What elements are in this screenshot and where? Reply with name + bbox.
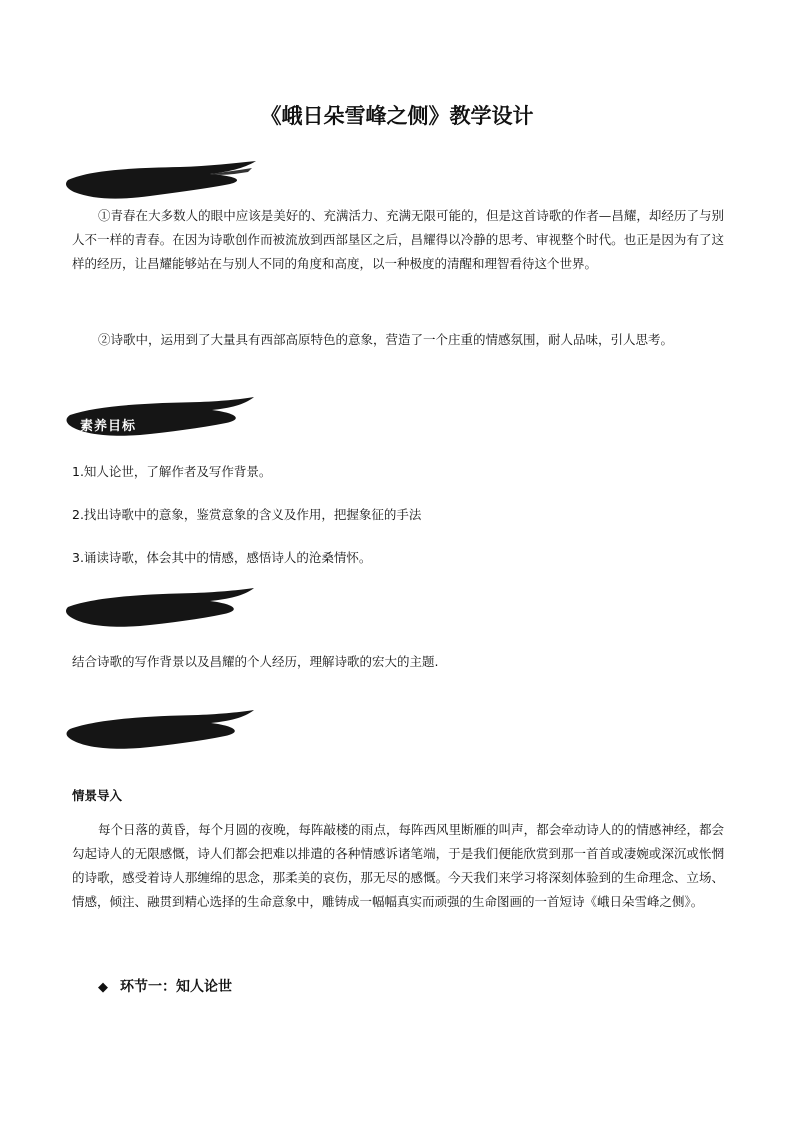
section-banner-process <box>60 708 260 756</box>
goal-item-3: 3.诵读诗歌，体会其中的情感，感悟诗人的沧桑情怀。 <box>72 550 372 565</box>
subheading-scene-intro: 情景导入 <box>72 788 123 803</box>
ink-brush-stroke <box>60 708 260 756</box>
ink-brush-stroke <box>60 158 260 206</box>
section-banner-intro <box>60 158 260 206</box>
diamond-bullet-icon: ◆ <box>98 980 108 995</box>
scene-intro-paragraph: 每个日落的黄昏，每个月圆的夜晚，每阵敲楼的雨点，每阵西风里断雁的叫声，都会牵动诗人的的情感神经，都会勾起诗人的无限感慨，诗人们都会把难以排遣的各种情感诉诸笔端，于是我们便能欣赏到那一首首或凄婉或深沉或怅惘的诗歌，感受着诗人那缠绵的思念，那柔美的哀伤，那无尽的感慨。今天我们来学习将深刻体验到的生命理念、立场、情感，倾注、融贯到精心选择的生命意象中，雕铸成一幅幅真实而顽强的生命图画的一首短诗《峨日朵雪峰之侧》。 <box>72 822 724 909</box>
goal-item-2: 2.找出诗歌中的意象，鉴赏意象的含义及作用，把握象征的手法 <box>72 507 422 522</box>
focus-text: 结合诗歌的写作背景以及昌耀的个人经历，理解诗歌的宏大的主题. <box>72 654 439 669</box>
step-heading <box>98 976 232 996</box>
section-banner-focus <box>60 585 260 633</box>
intro-paragraph-1: ①青春在大多数人的眼中应该是美好的、充满活力、充满无限可能的，但是这首诗歌的作者—昌耀，却经历了与别人不一样的青春。在因为诗歌创作而被流放到西部垦区之后，昌耀得以冷静的思考、审视整个时代。也正是因为有了这样的经历，让昌耀能够站在与别人不同的角度和高度，以一种极度的清醒和理智看待这个世界。 <box>72 208 724 271</box>
goal-item-1: 1.知人论世，了解作者及写作背景。 <box>72 464 272 479</box>
document-title: 《峨日朵雪峰之侧》教学设计 <box>260 103 534 128</box>
intro-paragraph-2: ②诗歌中，运用到了大量具有西部高原特色的意象，营造了一个庄重的情感氛围，耐人品味，引人思考。 <box>98 332 674 347</box>
section-label-goals: 素养目标 <box>80 419 137 434</box>
ink-brush-stroke <box>60 585 260 633</box>
step-label: 环节一：知人论世 <box>120 979 232 995</box>
section-banner-goals <box>60 395 260 443</box>
